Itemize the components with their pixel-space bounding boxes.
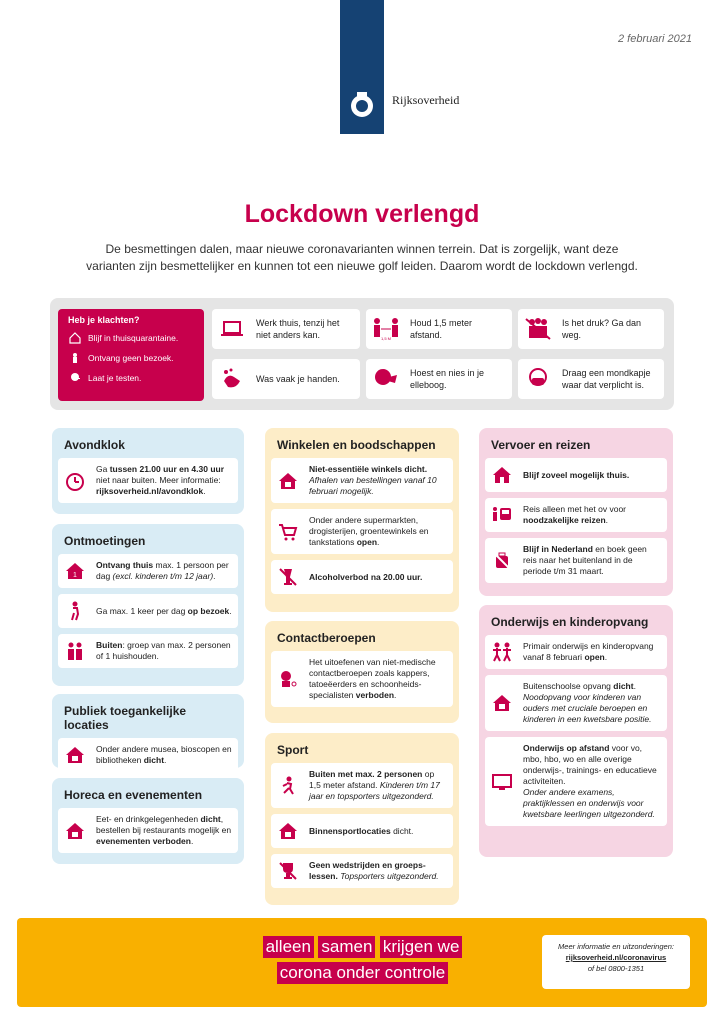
tip-card <box>366 359 512 399</box>
tip-card <box>518 309 664 349</box>
vervoer-section <box>479 428 673 596</box>
slogan <box>250 934 475 986</box>
info-phone: of bel 0800-1351 <box>587 964 645 973</box>
info-card <box>485 498 667 532</box>
card-text: Onderwijs op afstand voor vo, mbo, hbo, wo en alle overige onderwijs-, trainings- en educatieve activiteiten. Onder andere examens, praktijklessen en onderwijs voor kwetsbare leerlingen uitgezonderd. <box>523 743 657 819</box>
home-one-icon <box>64 560 86 582</box>
no-travel-icon <box>491 550 513 572</box>
handwash-icon <box>218 365 246 393</box>
no-alcohol-icon <box>277 566 299 588</box>
card-text: Reis alleen met het ov voor noodzakelijke reizen. <box>523 504 626 525</box>
closed-building-icon <box>491 692 513 714</box>
date: 2 februari 2021 <box>618 33 692 45</box>
horeca-section <box>52 778 244 864</box>
svg-text:1,5 M: 1,5 M <box>380 336 392 341</box>
info-card <box>58 554 238 588</box>
info-card <box>271 651 453 707</box>
tip-text: Draag een mondkapje waar dat verplicht is. <box>562 368 651 390</box>
card-text: Eet- en drinkgelegenheden dicht, bestellen bij restaurants mogelijk en evenementen verboden. <box>96 814 232 846</box>
section-title: Horeca en evenementen <box>64 788 203 802</box>
closed-building-icon <box>64 820 86 842</box>
card-text: Buiten: groep van max. 2 personen of 1 huishouden. <box>96 640 231 661</box>
card-text: Niet-essentiële winkels dicht. Afhalen van bestellingen vanaf 10 februari mogelijk. <box>309 464 437 496</box>
complaints-item <box>68 371 194 385</box>
running-icon <box>277 775 299 797</box>
tip-text: Houd 1,5 meter afstand. <box>410 318 473 340</box>
info-card <box>58 808 238 853</box>
train-icon <box>491 504 513 526</box>
card-text: Ga max. 1 keer per dag op bezoek. <box>96 605 232 616</box>
info-card <box>485 737 667 826</box>
card-text: Binnensportlocaties dicht. <box>309 825 414 836</box>
info-card <box>271 509 453 554</box>
slogan-part: alleen <box>263 936 314 958</box>
info-card <box>271 560 453 594</box>
info-card <box>485 538 667 583</box>
info-card <box>58 458 238 503</box>
no-trophy-icon <box>277 860 299 882</box>
info-link[interactable]: rijksoverheid.nl/coronavirus <box>565 953 667 962</box>
info-card <box>485 458 667 492</box>
card-text: Onder andere supermarkten, drogisterijen, groentewinkels en tankstations open. <box>309 515 429 547</box>
slogan-part: krijgen we <box>380 936 463 958</box>
info-card <box>58 634 238 668</box>
info-card <box>58 738 238 772</box>
sneeze-icon <box>372 365 400 393</box>
section-title: Onderwijs en kinderopvang <box>491 615 649 629</box>
distance-icon <box>372 315 400 343</box>
mask-icon <box>524 365 552 393</box>
section-title: Vervoer en reizen <box>491 438 591 452</box>
info-card <box>58 594 238 628</box>
card-text: Het uitoefenen van niet-medische contactberoepen zoals kappers, tatoeëerders en schoonheids-specialisten verboden. <box>309 657 436 700</box>
info-card <box>271 763 453 808</box>
card-text: Blijf in Nederland en boek geen reis naar het buitenland in de periode t/m 31 maart. <box>523 544 647 576</box>
complaints-title: Heb je klachten? <box>68 315 140 325</box>
section-title: Sport <box>277 743 309 757</box>
complaints-item-label: Blijf in thuisquarantaine. <box>88 333 179 343</box>
crest-icon <box>344 86 380 122</box>
complaints-item-label: Laat je testen. <box>88 373 142 383</box>
tip-text: Is het druk? Ga dan weg. <box>562 318 642 340</box>
home-icon <box>491 464 513 486</box>
children-icon <box>491 641 513 663</box>
card-text: Ga tussen 21.00 uur en 4.30 uur niet naar buiten. Meer informatie: rijksoverheid.nl/avondklok. <box>96 464 225 496</box>
closed-building-icon <box>277 820 299 842</box>
tip-card <box>366 309 512 349</box>
section-title: Winkelen en boodschappen <box>277 438 436 452</box>
section-title: Ontmoetingen <box>64 534 146 548</box>
tip-card <box>212 309 360 349</box>
card-text: Onder andere musea, bioscopen en bibliotheken dicht. <box>96 744 232 765</box>
card-text: Blijf zoveel mogelijk thuis. <box>523 469 630 480</box>
tip-text: Hoest en nies in je elleboog. <box>410 368 485 390</box>
sport-section <box>265 733 459 905</box>
complaints-box <box>58 309 204 401</box>
card-text: Geen wedstrijden en groeps-lessen. Topsporters uitgezonderd. <box>309 860 439 881</box>
slogan-part: corona onder controle <box>277 962 448 984</box>
hairdresser-icon <box>277 668 299 690</box>
card-text: Buiten met max. 2 personen op 1,5 meter afstand. Kinderen t/m 17 jaar en topsporters uitgezonderd. <box>309 769 440 801</box>
svg-text:1: 1 <box>73 572 77 579</box>
tip-text: Was vaak je handen. <box>256 374 340 384</box>
complaints-item <box>68 351 194 365</box>
info-card <box>271 854 453 888</box>
card-text: Primair onderwijs en kinderopvang vanaf 8 februari open. <box>523 641 654 662</box>
info-card <box>485 635 667 669</box>
card-text: Alcoholverbod na 20.00 uur. <box>309 571 423 582</box>
closed-building-icon <box>64 744 86 766</box>
section-title: Contactberoepen <box>277 631 376 645</box>
alarm-clock-icon <box>64 470 86 492</box>
logo-text: Rijksoverheid <box>392 93 460 107</box>
contact-section <box>265 621 459 723</box>
info-card <box>271 814 453 848</box>
avondklok-section <box>52 428 244 514</box>
shopping-cart-icon <box>277 521 299 543</box>
laptop-icon <box>218 315 246 343</box>
more-info-box <box>542 935 690 989</box>
monitor-icon <box>491 771 513 793</box>
house-icon <box>68 331 82 345</box>
walking-person-icon <box>64 600 86 622</box>
info-card <box>271 458 453 503</box>
tip-card <box>518 359 664 399</box>
card-text: Ontvang thuis max. 1 persoon per dag (excl. kinderen t/m 12 jaar). <box>96 560 229 581</box>
info-label: Meer informatie en uitzonderingen: <box>558 942 674 951</box>
onderwijs-section <box>479 605 673 857</box>
no-visit-icon <box>68 351 82 365</box>
winkelen-section <box>265 428 459 612</box>
tip-card <box>212 359 360 399</box>
complaints-item-label: Ontvang geen bezoek. <box>88 353 174 363</box>
closed-building-icon <box>277 470 299 492</box>
complaints-item <box>68 331 194 345</box>
test-icon <box>68 371 82 385</box>
card-text: Buitenschoolse opvang dicht. Noodopvang voor kinderen van ouders met cruciale beroepen en kinderen in een kwetsbare positie. <box>523 681 652 724</box>
crowd-icon <box>524 315 552 343</box>
info-card <box>485 675 667 731</box>
ontmoetingen-section <box>52 524 244 686</box>
page-title: Lockdown verlengd <box>244 200 480 228</box>
section-title: Avondklok <box>64 438 125 452</box>
section-title: Publiek toegankelijke locaties <box>64 704 187 732</box>
intro-text: De besmettingen dalen, maar nieuwe coronavarianten winnen terrein. Dat is zorgelijk, want deze varianten zijn besmettelijker en kunnen tot een nieuwe golf leiden. Daarom wordt de lockdown verlengd. <box>86 242 638 273</box>
two-people-icon <box>64 640 86 662</box>
slogan-part: samen <box>318 936 375 958</box>
publiek-section <box>52 694 244 768</box>
tip-text: Werk thuis, tenzij het niet anders kan. <box>256 318 340 340</box>
